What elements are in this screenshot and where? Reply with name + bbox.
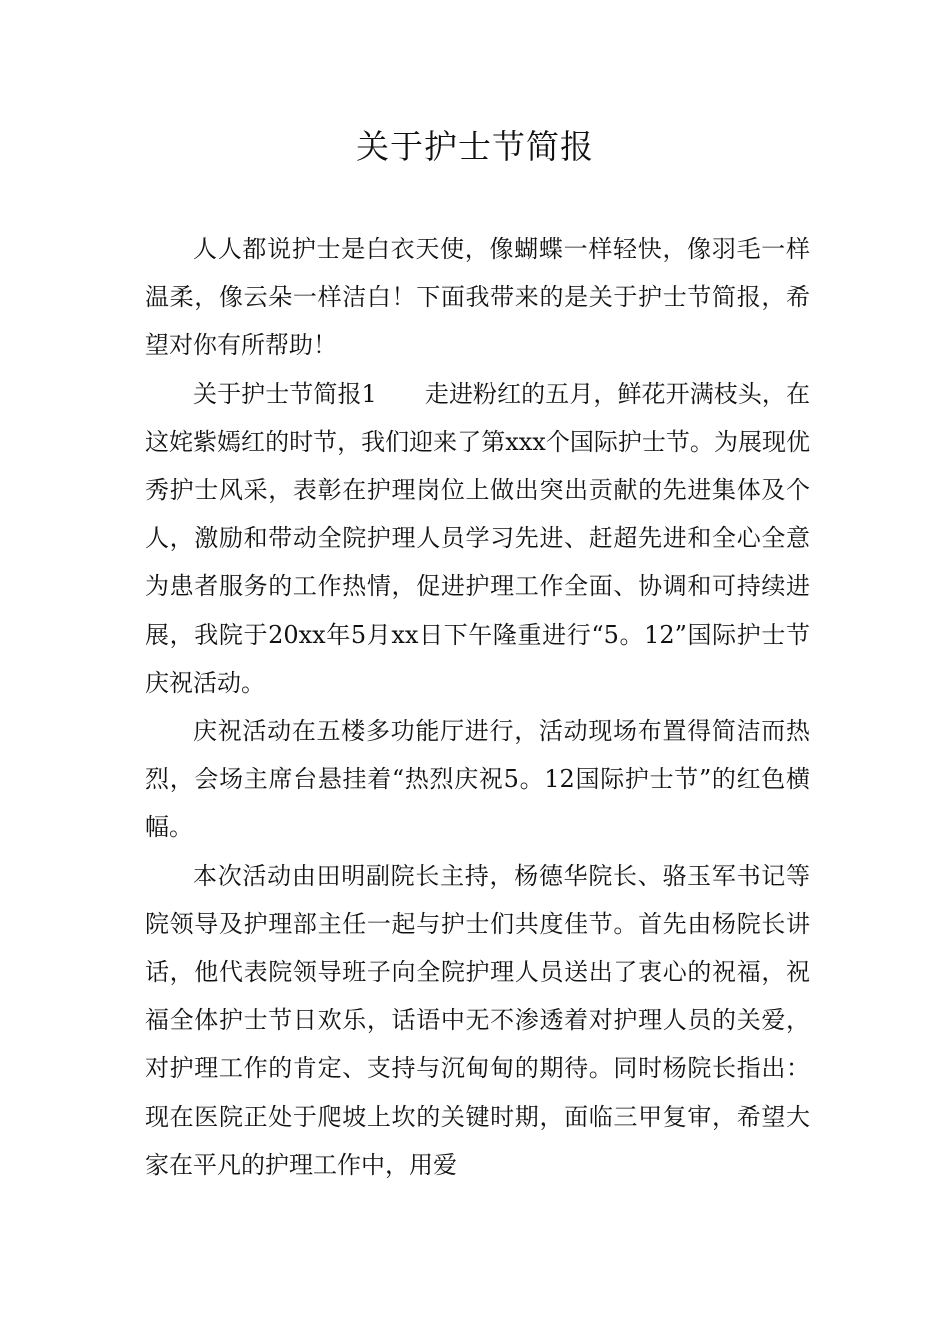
paragraph-intro: 人人都说护士是白衣天使，像蝴蝶一样轻快，像羽毛一样温柔，像云朵一样洁白！下面我带来的是关于护士节简报，希望对你有所帮助！ <box>145 235 810 360</box>
report-heading: 关于护士节简报1 <box>193 379 377 408</box>
report-1-text: 走进粉红的五月，鲜花开满枝头，在这姹紫嫣红的时节，我们迎来了第xxx个国际护士节。为展现优秀护士风采，表彰在护理岗位上做出突出贡献的先进集体及个人，激励和带动全院护理人员学习先进、赶超先进和全心全意为患者服务的工作热情，促进护理工作全面、协调和可持续进展，我院于20xx年5月xx日下午隆重进行“5。12”国际护士节庆祝活动。 <box>145 379 810 697</box>
document-body <box>145 225 810 1189</box>
paragraph-report-1 <box>145 370 810 707</box>
document-title: 关于护士节简报 <box>356 127 594 166</box>
paragraph-speech: 本次活动由田明副院长主持，杨德华院长、骆玉军书记等院领导及护理部主任一起与护士们共度佳节。首先由杨院长讲话，他代表院领导班子向全院护理人员送出了衷心的祝福，祝福全体护士节日欢乐，话语中无不渗透着对护理人员的关爱，对护理工作的肯定、支持与沉甸甸的期待。同时杨院长指出：现在医院正处于爬坡上坎的关键时期，面临三甲复审，希望大家在平凡的护理工作中，用爱 <box>145 861 810 1179</box>
paragraph-venue: 庆祝活动在五楼多功能厅进行，活动现场布置得简洁而热烈，会场主席台悬挂着“热烈庆祝5。12国际护士节”的红色横幅。 <box>145 717 810 842</box>
